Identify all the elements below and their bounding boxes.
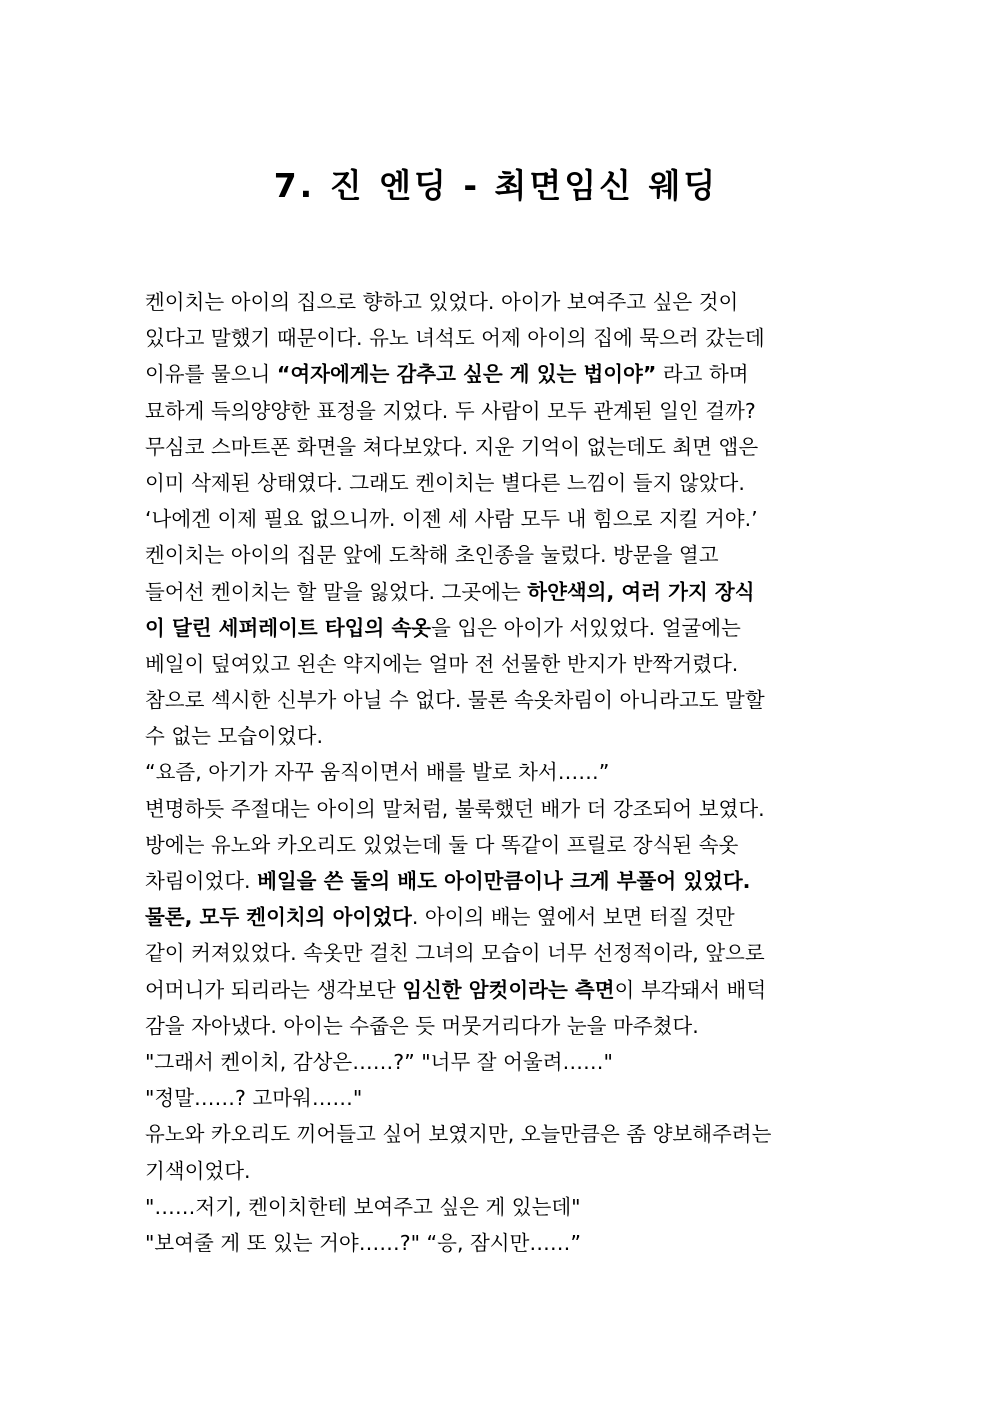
- text-line: [145, 682, 865, 718]
- text-segment: 베일이 덮여있고 왼손 약지에는 얼마 전 선물한 반지가 반짝거렸다.: [145, 651, 739, 676]
- text-line: [145, 574, 865, 610]
- text-segment: 이유를 물으니: [145, 362, 277, 387]
- text-line: [145, 501, 865, 537]
- text-segment: 수 없는 모습이었다.: [145, 724, 323, 749]
- text-line: [145, 356, 865, 392]
- emphasis-text: 베일을 쓴 둘의 배도 아이만큼이나 크게 부풀어 있었다.: [257, 869, 751, 893]
- text-segment: 무심코 스마트폰 화면을 쳐다보았다. 지운 기억이 없는데도 최면 앱은: [145, 434, 759, 459]
- text-line: [145, 610, 865, 646]
- text-segment: 켄이치는 아이의 집으로 향하고 있었다. 아이가 보여주고 싶은 것이: [145, 290, 739, 314]
- text-line: [145, 1080, 865, 1116]
- text-segment: "정말……? 고마워……": [145, 1086, 363, 1111]
- text-segment: 방에는 유노와 카오리도 있었는데 둘 다 똑같이 프릴로 장식된 속옷: [145, 832, 739, 857]
- text-line: [145, 1116, 865, 1152]
- text-line: [145, 1044, 865, 1080]
- text-line: [145, 320, 865, 356]
- text-line: [145, 718, 865, 754]
- text-segment: 참으로 섹시한 신부가 아닐 수 없다. 물론 속옷차림이 아니라고도 말할: [145, 688, 765, 713]
- text-line: [145, 537, 865, 573]
- text-segment: 켄이치는 아이의 집문 앞에 도착해 초인종을 눌렀다. 방문을 열고: [145, 543, 719, 568]
- story-text: [145, 284, 865, 1261]
- text-segment: 어머니가 되리라는 생각보단: [145, 977, 403, 1002]
- text-segment: 감을 자아냈다. 아이는 수줍은 듯 머뭇거리다가 눈을 마주쳤다.: [145, 1013, 699, 1038]
- text-segment: 라고 하며: [656, 362, 749, 387]
- text-line: [145, 972, 865, 1008]
- emphasis-text: “여자에게는 감추고 싶은 게 있는 법이야”: [276, 362, 657, 387]
- text-line: [145, 1189, 865, 1225]
- text-segment: 묘하게 득의양양한 표정을 지었다. 두 사람이 모두 관계된 일인 걸까?: [145, 398, 756, 423]
- emphasis-text: 임신한 암컷이라는 측면: [402, 977, 615, 1002]
- text-segment: ‘나에겐 이제 필요 없으니까. 이젠 세 사람 모두 내 힘으로 지킬 거야.’: [145, 507, 758, 532]
- text-line: [145, 465, 865, 501]
- text-line: [145, 284, 865, 320]
- text-line: [145, 1225, 865, 1261]
- text-line: [145, 754, 865, 790]
- text-segment: 을 입은 아이가 서있었다. 얼굴에는: [431, 615, 741, 640]
- text-segment: 차림이었다.: [145, 869, 258, 893]
- emphasis-text: 이 달린 세퍼레이트 타입의 속옷: [145, 615, 431, 640]
- text-line: [145, 429, 865, 465]
- text-segment: 유노와 카오리도 끼어들고 싶어 보였지만, 오늘만큼은 좀 양보해주려는: [145, 1122, 772, 1147]
- text-line: [145, 1153, 865, 1189]
- text-segment: "보여줄 게 또 있는 거야……?" “응, 잠시만……”: [145, 1230, 582, 1255]
- text-line: [145, 935, 865, 971]
- text-segment: 변명하듯 주절대는 아이의 말처럼, 불룩했던 배가 더 강조되어 보였다.: [145, 796, 765, 821]
- text-segment: 이미 삭제된 상태였다. 그래도 켄이치는 별다른 느낌이 들지 않았다.: [145, 470, 745, 495]
- text-line: [145, 646, 865, 682]
- text-line: [145, 863, 865, 899]
- text-segment: 있다고 말했기 때문이다. 유노 녀석도 어제 아이의 집에 묵으러 갔는데: [145, 326, 765, 351]
- text-segment: "……저기, 켄이치한테 보여주고 싶은 게 있는데": [145, 1194, 581, 1219]
- text-segment: 기색이었다.: [145, 1158, 251, 1183]
- emphasis-text: 물론, 모두 켄이치의 아이었다: [145, 905, 412, 930]
- chapter-title: 7. 진 엔딩 - 최면임신 웨딩: [273, 166, 719, 205]
- text-segment: . 아이의 배는 옆에서 보면 터질 것만: [411, 905, 735, 930]
- text-segment: “요즘, 아기가 자꾸 움직이면서 배를 발로 차서……”: [145, 760, 610, 785]
- emphasis-text: 하얀색의, 여러 가지 장식: [527, 579, 755, 604]
- text-line: [145, 899, 865, 935]
- text-line: [145, 791, 865, 827]
- text-line: [145, 827, 865, 863]
- text-segment: "그래서 켄이치, 감상은……?” "너무 잘 어울려……": [145, 1049, 613, 1074]
- text-segment: 같이 커져있었다. 속옷만 걸친 그녀의 모습이 너무 선정적이라, 앞으로: [145, 941, 765, 966]
- text-line: [145, 1008, 865, 1044]
- text-segment: 이 부각돼서 배덕: [614, 977, 767, 1002]
- text-line: [145, 393, 865, 429]
- text-segment: 들어선 켄이치는 할 말을 잃었다. 그곳에는: [145, 579, 528, 604]
